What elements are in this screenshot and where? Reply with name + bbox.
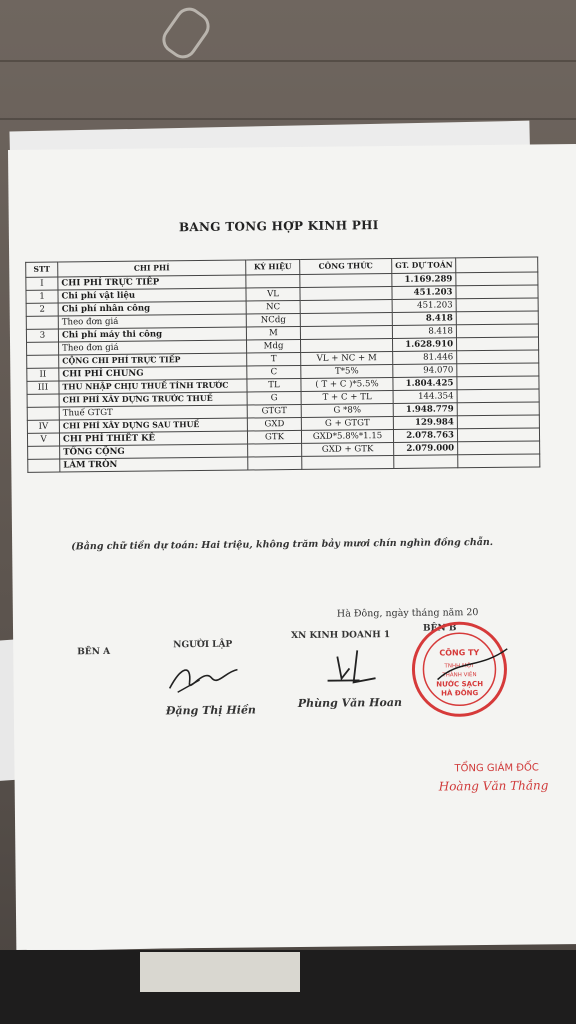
col-header-cost-item: CHI PHÍ — [58, 260, 246, 277]
cell-blank — [458, 441, 540, 455]
cell-item: CHI PHÍ CHUNG — [59, 366, 247, 381]
cell-symbol: GXD — [247, 417, 301, 431]
cell-item: Chi phí vật liệu — [58, 288, 246, 303]
cell-blank — [456, 311, 538, 325]
cell-blank — [457, 350, 539, 364]
unit-head-signature-icon — [319, 644, 389, 691]
cell-stt: IV — [27, 420, 59, 433]
cell-symbol — [248, 456, 302, 470]
cell-symbol: C — [247, 365, 301, 379]
cell-symbol — [248, 443, 302, 457]
cell-blank — [456, 298, 538, 312]
document-page — [8, 144, 576, 950]
cell-formula: GXD + GTK — [302, 442, 394, 456]
cell-stt: I — [26, 277, 58, 290]
cell-item: CHI PHÍ XÂY DỰNG SAU THUẾ — [59, 418, 247, 433]
cell-stt — [27, 355, 59, 368]
cell-value: 2.079.000 — [394, 442, 458, 456]
director-name: Hoàng Văn Thắng — [438, 778, 549, 794]
cell-item: Chi phí nhân công — [58, 301, 246, 316]
svg-text:TNHH MỘT: TNHH MỘT — [444, 663, 475, 670]
cell-item: THU NHẬP CHỊU THUẾ TÍNH TRƯỚC — [59, 379, 247, 394]
cell-symbol: GTGT — [247, 404, 301, 418]
cell-blank — [457, 389, 539, 403]
place-date: Hà Đông, ngày tháng năm 20 — [336, 607, 479, 620]
cell-stt: 2 — [26, 303, 58, 316]
paperclip — [157, 2, 215, 64]
col-header-formula: CÔNG THỨC — [300, 258, 392, 274]
col-header-symbol: KÝ HIỆU — [246, 259, 300, 275]
cell-formula: T + C + TL — [301, 390, 393, 404]
cell-symbol: NCdg — [246, 313, 300, 327]
cell-stt — [26, 316, 58, 329]
cell-stt: II — [27, 368, 59, 381]
cell-formula: G + GTGT — [301, 416, 393, 430]
cell-symbol: M — [246, 326, 300, 340]
cell-value: 1.948.779 — [393, 403, 457, 417]
svg-text:HÀ ĐÔNG: HÀ ĐÔNG — [441, 689, 479, 698]
cell-item: CỘNG CHI PHÍ TRỰC TIẾP — [59, 353, 247, 368]
cell-stt: V — [27, 433, 59, 446]
cell-formula — [302, 455, 394, 469]
cell-stt — [28, 459, 60, 472]
cell-item: CHI PHÍ THIẾT KẾ — [59, 431, 247, 446]
cell-blank — [456, 324, 538, 338]
cell-stt: 1 — [26, 290, 58, 303]
cell-stt: 3 — [26, 329, 58, 342]
cell-value: 94.070 — [393, 364, 457, 378]
cell-formula: VL + NC + M — [301, 351, 393, 365]
cell-formula — [300, 325, 392, 339]
cell-blank — [456, 337, 538, 351]
document-title: BANG TONG HỢP KINH PHI — [178, 218, 379, 235]
cell-formula — [300, 338, 392, 352]
cell-value: 1.169.289 — [392, 273, 456, 287]
cell-value: 1.804.425 — [393, 377, 457, 391]
preparer-signature-icon — [163, 658, 243, 699]
cell-item: TỔNG CỘNG — [60, 444, 248, 459]
cell-value: 2.078.763 — [393, 429, 457, 443]
cell-formula: T*5% — [301, 364, 393, 378]
cell-stt: III — [27, 381, 59, 394]
cell-symbol: NC — [246, 300, 300, 314]
cell-item: Thuế GTGT — [59, 405, 247, 420]
company-stamp-icon — [409, 619, 510, 720]
business-unit-label: XN KINH DOANH 1 — [291, 630, 391, 642]
cell-formula — [300, 299, 392, 313]
cell-stt — [27, 342, 59, 355]
cell-blank — [457, 402, 539, 416]
cell-value: 451.203 — [392, 299, 456, 313]
cell-formula — [300, 286, 392, 300]
director-title: TỔNG GIÁM ĐỐC — [454, 762, 539, 775]
amount-in-words: (Bằng chữ tiền dự toán: Hai triệu, không trăm bảy mươi chín nghìn đồng chẵn. — [71, 536, 494, 553]
cell-formula: ( T + C )*5.5% — [301, 377, 393, 391]
cell-symbol: VL — [246, 287, 300, 301]
svg-text:THÀNH VIÊN: THÀNH VIÊN — [442, 672, 477, 679]
cell-item: Theo đơn giá — [58, 314, 246, 329]
cell-item: LÀM TRÒN — [60, 457, 248, 472]
cell-value: 81.446 — [393, 351, 457, 365]
cell-value: 8.418 — [392, 325, 456, 339]
cell-value: 1.628.910 — [392, 338, 456, 352]
cell-formula — [300, 312, 392, 326]
cost-summary-table — [25, 256, 540, 472]
cell-blank — [457, 363, 539, 377]
cell-stt — [27, 407, 59, 420]
cell-stt — [27, 394, 59, 407]
col-header-estimate: GT. DỰ TOÁN — [392, 258, 456, 274]
party-b-label: BÊN B — [422, 623, 457, 634]
cell-symbol: T — [247, 352, 301, 366]
cell-blank — [456, 285, 538, 299]
desk-object — [140, 952, 300, 992]
col-header-blank — [456, 257, 538, 273]
cell-item: Chi phí máy thi công — [58, 327, 246, 342]
col-header-stt: STT — [26, 262, 58, 277]
preparer-name: Đặng Thị Hiền — [165, 703, 256, 718]
cell-formula: GXD*5.8%*1.15 — [301, 429, 393, 443]
cell-value — [394, 455, 458, 469]
cell-formula: G *8% — [301, 403, 393, 417]
cell-blank — [456, 272, 538, 286]
cell-value: 129.984 — [393, 416, 457, 430]
cell-symbol — [246, 274, 300, 288]
cell-item: CHI PHÍ TRỰC TIẾP — [58, 275, 246, 290]
cell-blank — [457, 376, 539, 390]
unit-head-name: Phùng Văn Hoan — [297, 695, 403, 710]
cell-symbol: TL — [247, 378, 301, 392]
party-a-label: BÊN A — [77, 646, 111, 658]
cell-item: Theo đơn giá — [59, 340, 247, 355]
cell-item: CHI PHÍ XÂY DỰNG TRƯỚC THUẾ — [59, 392, 247, 407]
svg-text:NƯỚC SẠCH: NƯỚC SẠCH — [436, 680, 484, 689]
cell-blank — [457, 415, 539, 429]
cell-blank — [457, 428, 539, 442]
cell-symbol: GTK — [247, 430, 301, 444]
cell-value: 451.203 — [392, 286, 456, 300]
cell-formula — [300, 273, 392, 287]
cell-blank — [458, 454, 540, 468]
cell-stt — [28, 446, 60, 459]
preparer-label: NGƯỜI LẬP — [173, 639, 233, 651]
cell-value: 8.418 — [392, 312, 456, 326]
cell-symbol: G — [247, 391, 301, 405]
cell-value: 144.354 — [393, 390, 457, 404]
cell-symbol: Mdg — [247, 339, 301, 353]
svg-text:CÔNG TY: CÔNG TY — [439, 648, 480, 658]
